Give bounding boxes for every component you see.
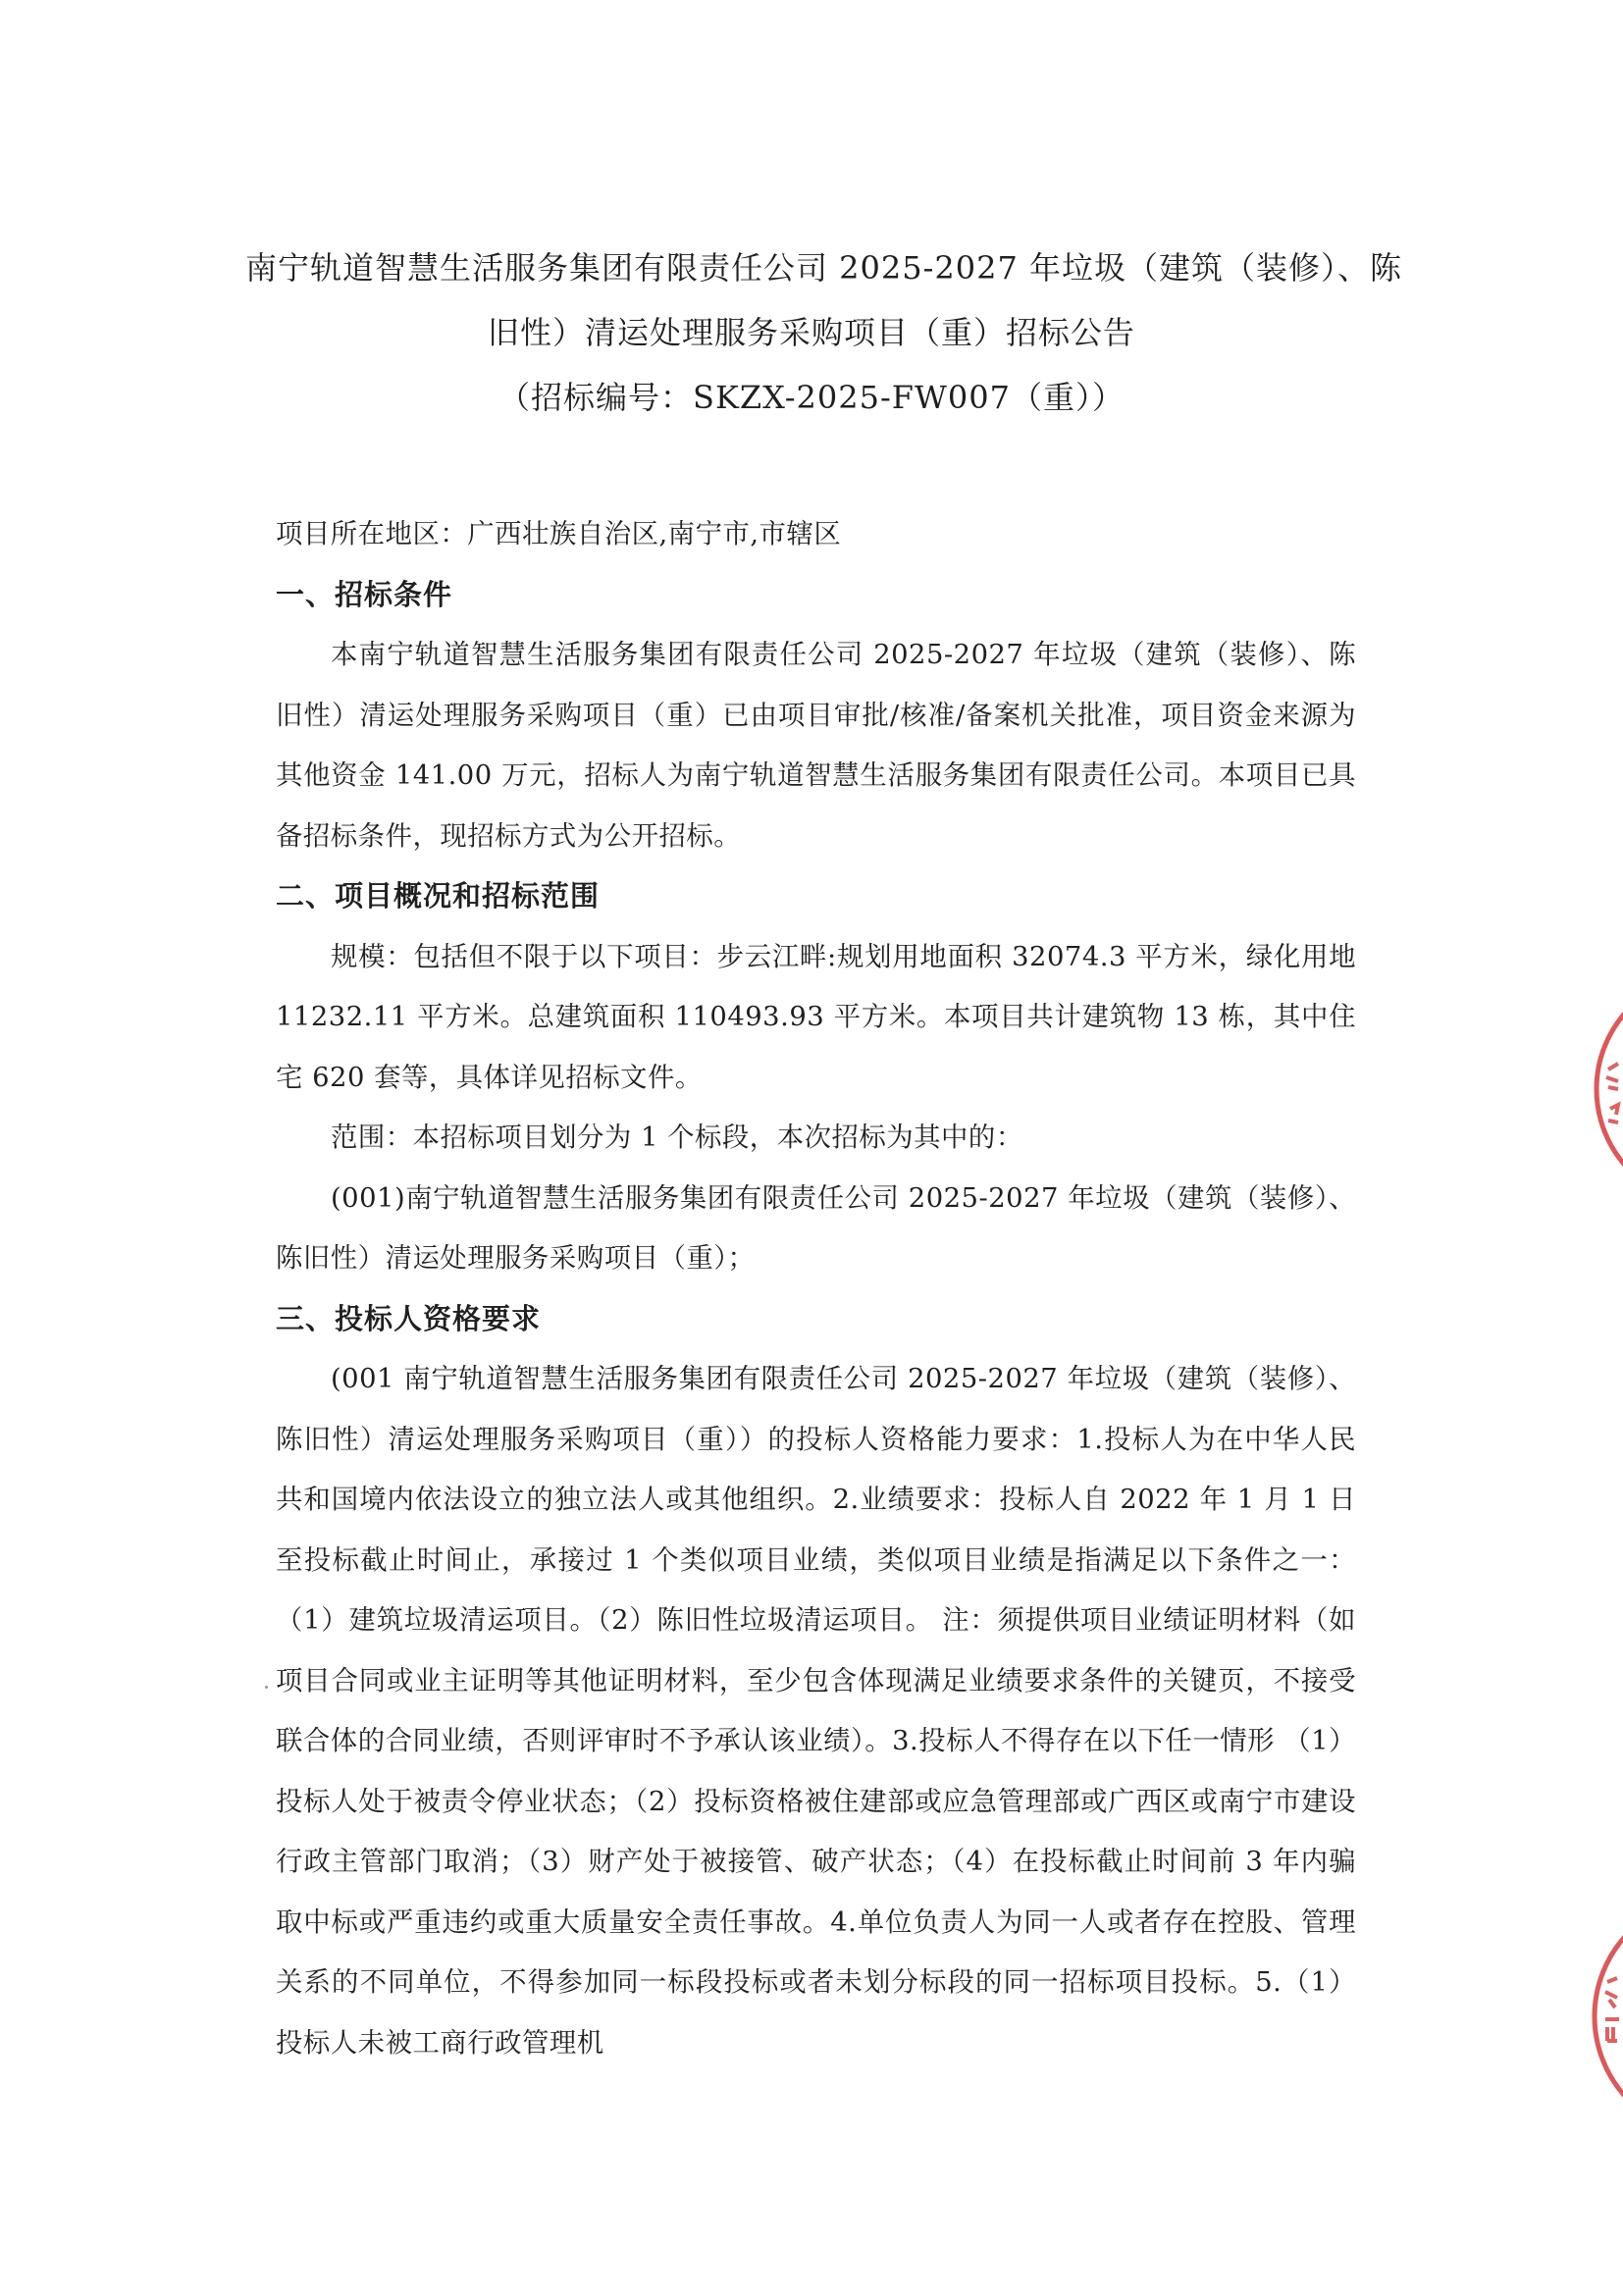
project-location: 项目所在地区：广西壮族自治区,南宁市,市辖区	[276, 519, 842, 549]
scan-speck	[265, 1686, 268, 1689]
document-body	[276, 504, 1356, 2073]
section-2-scale: 规模：包括但不限于以下项目：步云江畔:规划用地面积 32074.3 平方米，绿化用地 11232.11 平方米。总建筑面积 110493.93 平方米。本项目共计建筑物 13 栋，其中住宅 620 套等，具体详见招标文件。	[276, 941, 1356, 1093]
seal-stamp-lower	[1582, 1894, 1623, 2139]
section-2-scope: 范围：本招标项目划分为 1 个标段，本次招标为其中的：	[331, 1122, 1023, 1153]
title-line-3: （招标编号：SKZX-2025-FW007（重））	[498, 379, 1125, 416]
title-line-1: 南宁轨道智慧生活服务集团有限责任公司 2025-2027 年垃圾（建筑（装修）、陈	[245, 249, 1403, 287]
section-3-paragraph: (001 南宁轨道智慧生活服务集团有限责任公司 2025-2027 年垃圾（建筑（装修）、陈旧性）清运处理服务采购项目（重））的投标人资格能力要求：1.投标人为在中华人民共和国境内依法设立的独立法人或其他组织。2.业绩要求：投标人自 2022 年 1 月 1 日至投标截止时间止，承接过 1 个类似项目业绩，类似项目业绩是指满足以下条件之一：（1）建筑垃圾清运项目。（2）陈旧性垃圾清运项目。 注：须提供项目业绩证明材料（如项目合同或业主证明等其他证明材料，至少包含体现满足业绩要求条件的关键页，不接受联合体的合同业绩，否则评审时不予承认该业绩）。3.投标人不得存在以下任一情形 （1）投标人处于被责令停业状态；（2）投标资格被住建部或应急管理部或广西区或南宁市建设行政主管部门取消；（3）财产处于被接管、破产状态；（4）在投标截止时间前 3 年内骗取中标或严重违约或重大质量安全责任事故。4.单位负责人为同一人或者存在控股、管理关系的不同单位，不得参加同一标段投标或者未划分标段的同一招标项目投标。5.（1）投标人未被工商行政管理机	[276, 1364, 1356, 2059]
section-3-heading: 三、投标人资格要求	[276, 1301, 542, 1335]
seal-stamp-upper	[1585, 971, 1623, 1207]
announcement-title	[245, 235, 1403, 430]
title-line-2: 旧性）清运处理服务采购项目（重）招标公告	[487, 314, 1135, 351]
section-2-heading: 二、项目概况和招标范围	[276, 879, 601, 913]
section-1-paragraph: 本南宁轨道智慧生活服务集团有限责任公司 2025-2027 年垃圾（建筑（装修）、陈旧性）清运处理服务采购项目（重）已由项目审批/核准/备案机关批准，项目资金来源为其他资金 141.00 万元，招标人为南宁轨道智慧生活服务集团有限责任公司。本项目已具备招标条件，现招标方式为公开招标。	[276, 640, 1356, 852]
section-1-heading: 一、招标条件	[276, 577, 453, 611]
section-2-lot: (001)南宁轨道智慧生活服务集团有限责任公司 2025-2027 年垃圾（建筑（装修）、陈旧性）清运处理服务采购项目（重）；	[276, 1182, 1356, 1274]
